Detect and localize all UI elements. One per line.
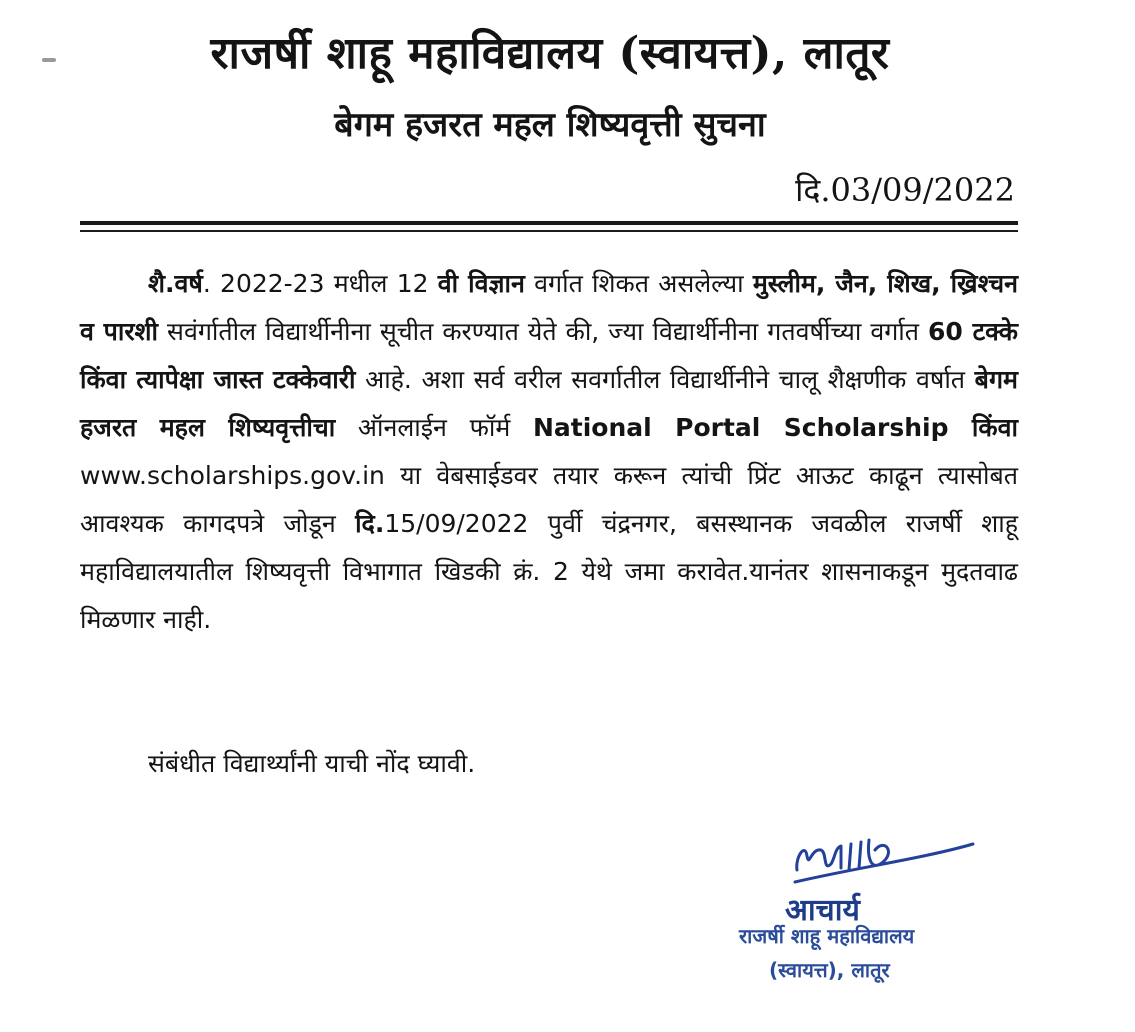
text-portal-name: National Portal Scholarship किंवा — [532, 413, 1018, 442]
signatory-institution: राजर्षी शाहू महाविद्यालय — [739, 924, 915, 948]
institution-title: राजर्षी शाहू महाविद्यालय (स्वायत्त), लातूर — [210, 28, 890, 79]
notice-date: दि.03/09/2022 — [795, 171, 1015, 209]
body-paragraph — [80, 260, 1018, 644]
header-rule-thin — [80, 230, 1018, 232]
signatory-title: आचार्य — [785, 893, 860, 928]
text-segment: आहे. अशा सर्व वरील सवर्गातील विद्यार्थीनीने चालू शैक्षणीक वर्षात — [355, 365, 975, 394]
text-percentage-criteria: 60 टक्के किंवा त्यापेक्षा जास्त टक्केवारी — [80, 317, 1019, 394]
notice-body — [80, 260, 1018, 644]
notice-title: बेगम हजरत महल शिष्यवृत्ती सुचना — [334, 105, 766, 145]
text-deadline-prefix: दि. — [355, 509, 385, 538]
text-scholarship-name: बेगम हजरत महल शिष्यवृत्तीचा — [80, 365, 1018, 442]
text-segment: ऑनलाईन फॉर्म — [335, 413, 533, 442]
signatory-location: (स्वायत्त), लातूर — [769, 958, 890, 982]
text-segment: 15/09/2022 पुर्वी चंद्रनगर, बसस्थानक जवळील राजर्षी शाहू महाविद्यालयातील शिष्यवृत्ती विभागात खिडकी क्रं. 2 येथे जमा करावेत.यानंतर शासनाकडून मुदतवाढ मिळणार नाही. — [80, 509, 1018, 634]
text-segment: . 2022-23 मधील 12 — [202, 269, 438, 298]
header-rule-thick — [80, 221, 1018, 225]
text-class: वी विज्ञान — [437, 269, 525, 298]
signature-stamp — [735, 828, 975, 1008]
text-academic-year-label: शै.वर्ष — [148, 269, 203, 298]
text-eligible-communities: मुस्लीम, जैन, शिख, ख्रिश्चन व पारशी — [80, 269, 1018, 346]
text-segment: वर्गात शिकत असलेल्या — [524, 269, 753, 298]
closing-line: संबंधीत विद्यार्थ्यांनी याची नोंद घ्यावी. — [148, 749, 476, 778]
text-segment: www.scholarships.gov.in या वेबसाईडवर तयार करून त्यांची प्रिंट आऊट काढून त्यासोबत आवश्यक कागदपत्रे जोडून — [80, 461, 1018, 538]
text-segment: सवंर्गातील विद्यार्थीनीना सूचीत करण्यात येते की, ज्या विद्यार्थीनीना गतवर्षीच्या वर्गात — [158, 317, 929, 346]
